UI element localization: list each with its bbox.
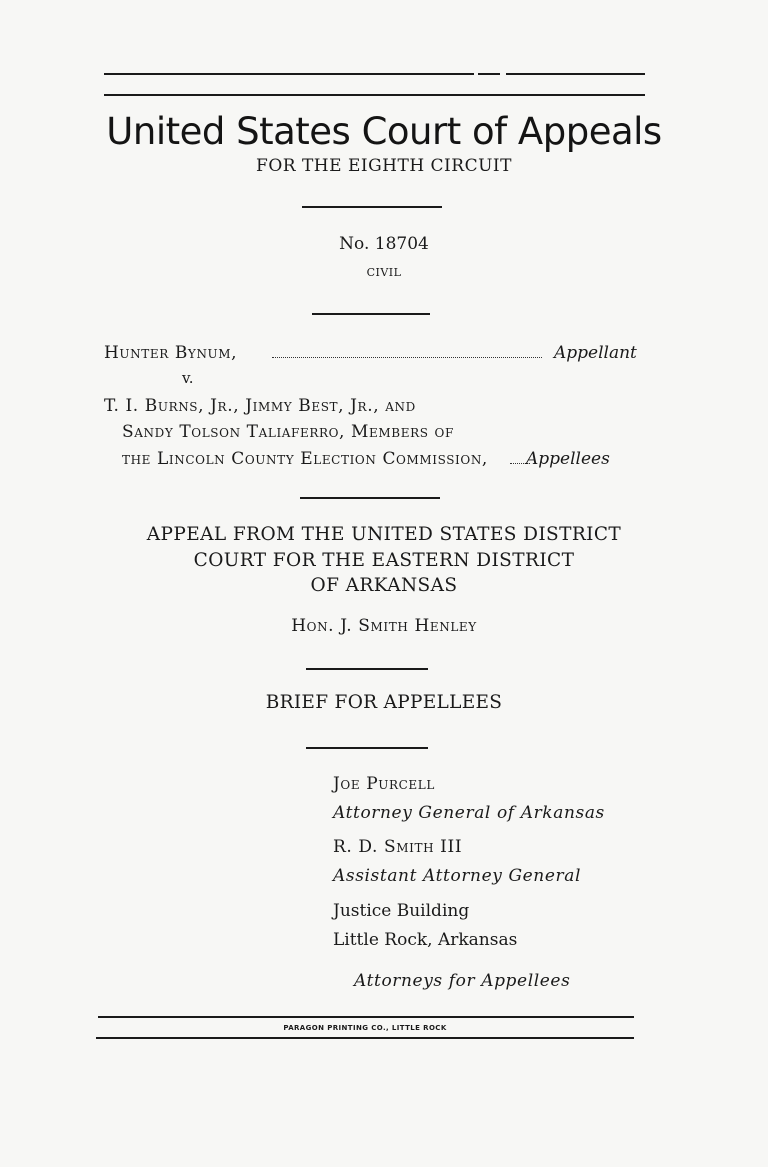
appellant-role: Appellant: [554, 343, 637, 363]
bottom-rule-2: [96, 1037, 634, 1039]
top-rule-mid: [478, 73, 500, 75]
divider-3: [300, 497, 440, 499]
case-number: No. 18704: [339, 234, 429, 254]
top-rule-left: [104, 73, 474, 75]
appeal-line-1: APPEAL FROM THE UNITED STATES DISTRICT: [146, 524, 622, 545]
appeal-line-3: OF ARKANSAS: [310, 575, 458, 596]
address-line-1: Justice Building: [333, 901, 470, 921]
appellees-role: Appellees: [526, 449, 610, 469]
case-type: CIVIL: [366, 266, 402, 279]
divider-2: [312, 313, 430, 315]
court-title: United States Court of Appeals: [106, 110, 662, 153]
appellant-name: Hunter Bynum,: [104, 343, 238, 363]
top-rule-second: [104, 94, 645, 96]
printer-imprint: PARAGON PRINTING CO., LITTLE ROCK: [283, 1024, 447, 1032]
appellant-leader-dots: [272, 357, 542, 358]
appellees-line-1: T. I. Burns, Jr., Jimmy Best, Jr., and: [104, 396, 416, 416]
attorneys-for-line: Attorneys for Appellees: [354, 971, 571, 991]
attorney-1-name: Joe Purcell: [333, 774, 435, 794]
divider-4: [306, 668, 428, 670]
address-line-2: Little Rock, Arkansas: [333, 930, 518, 950]
appellees-line-3: the Lincoln County Election Commission,: [122, 449, 488, 469]
bottom-rule-1: [98, 1016, 634, 1018]
attorney-2-title: Assistant Attorney General: [333, 866, 582, 886]
divider-5: [306, 747, 428, 749]
judge-name: Hon. J. Smith Henley: [291, 616, 477, 636]
divider-1: [302, 206, 442, 208]
versus: v.: [182, 369, 194, 387]
top-rule-right: [506, 73, 645, 75]
appellees-line-2: Sandy Tolson Taliaferro, Members of: [122, 422, 454, 442]
attorney-1-title: Attorney General of Arkansas: [333, 803, 605, 823]
court-subtitle: FOR THE EIGHTH CIRCUIT: [256, 156, 512, 176]
attorney-2-name: R. D. Smith III: [333, 837, 463, 857]
brief-title: BRIEF FOR APPELLEES: [265, 692, 503, 713]
appeal-line-2: COURT FOR THE EASTERN DISTRICT: [193, 550, 575, 571]
